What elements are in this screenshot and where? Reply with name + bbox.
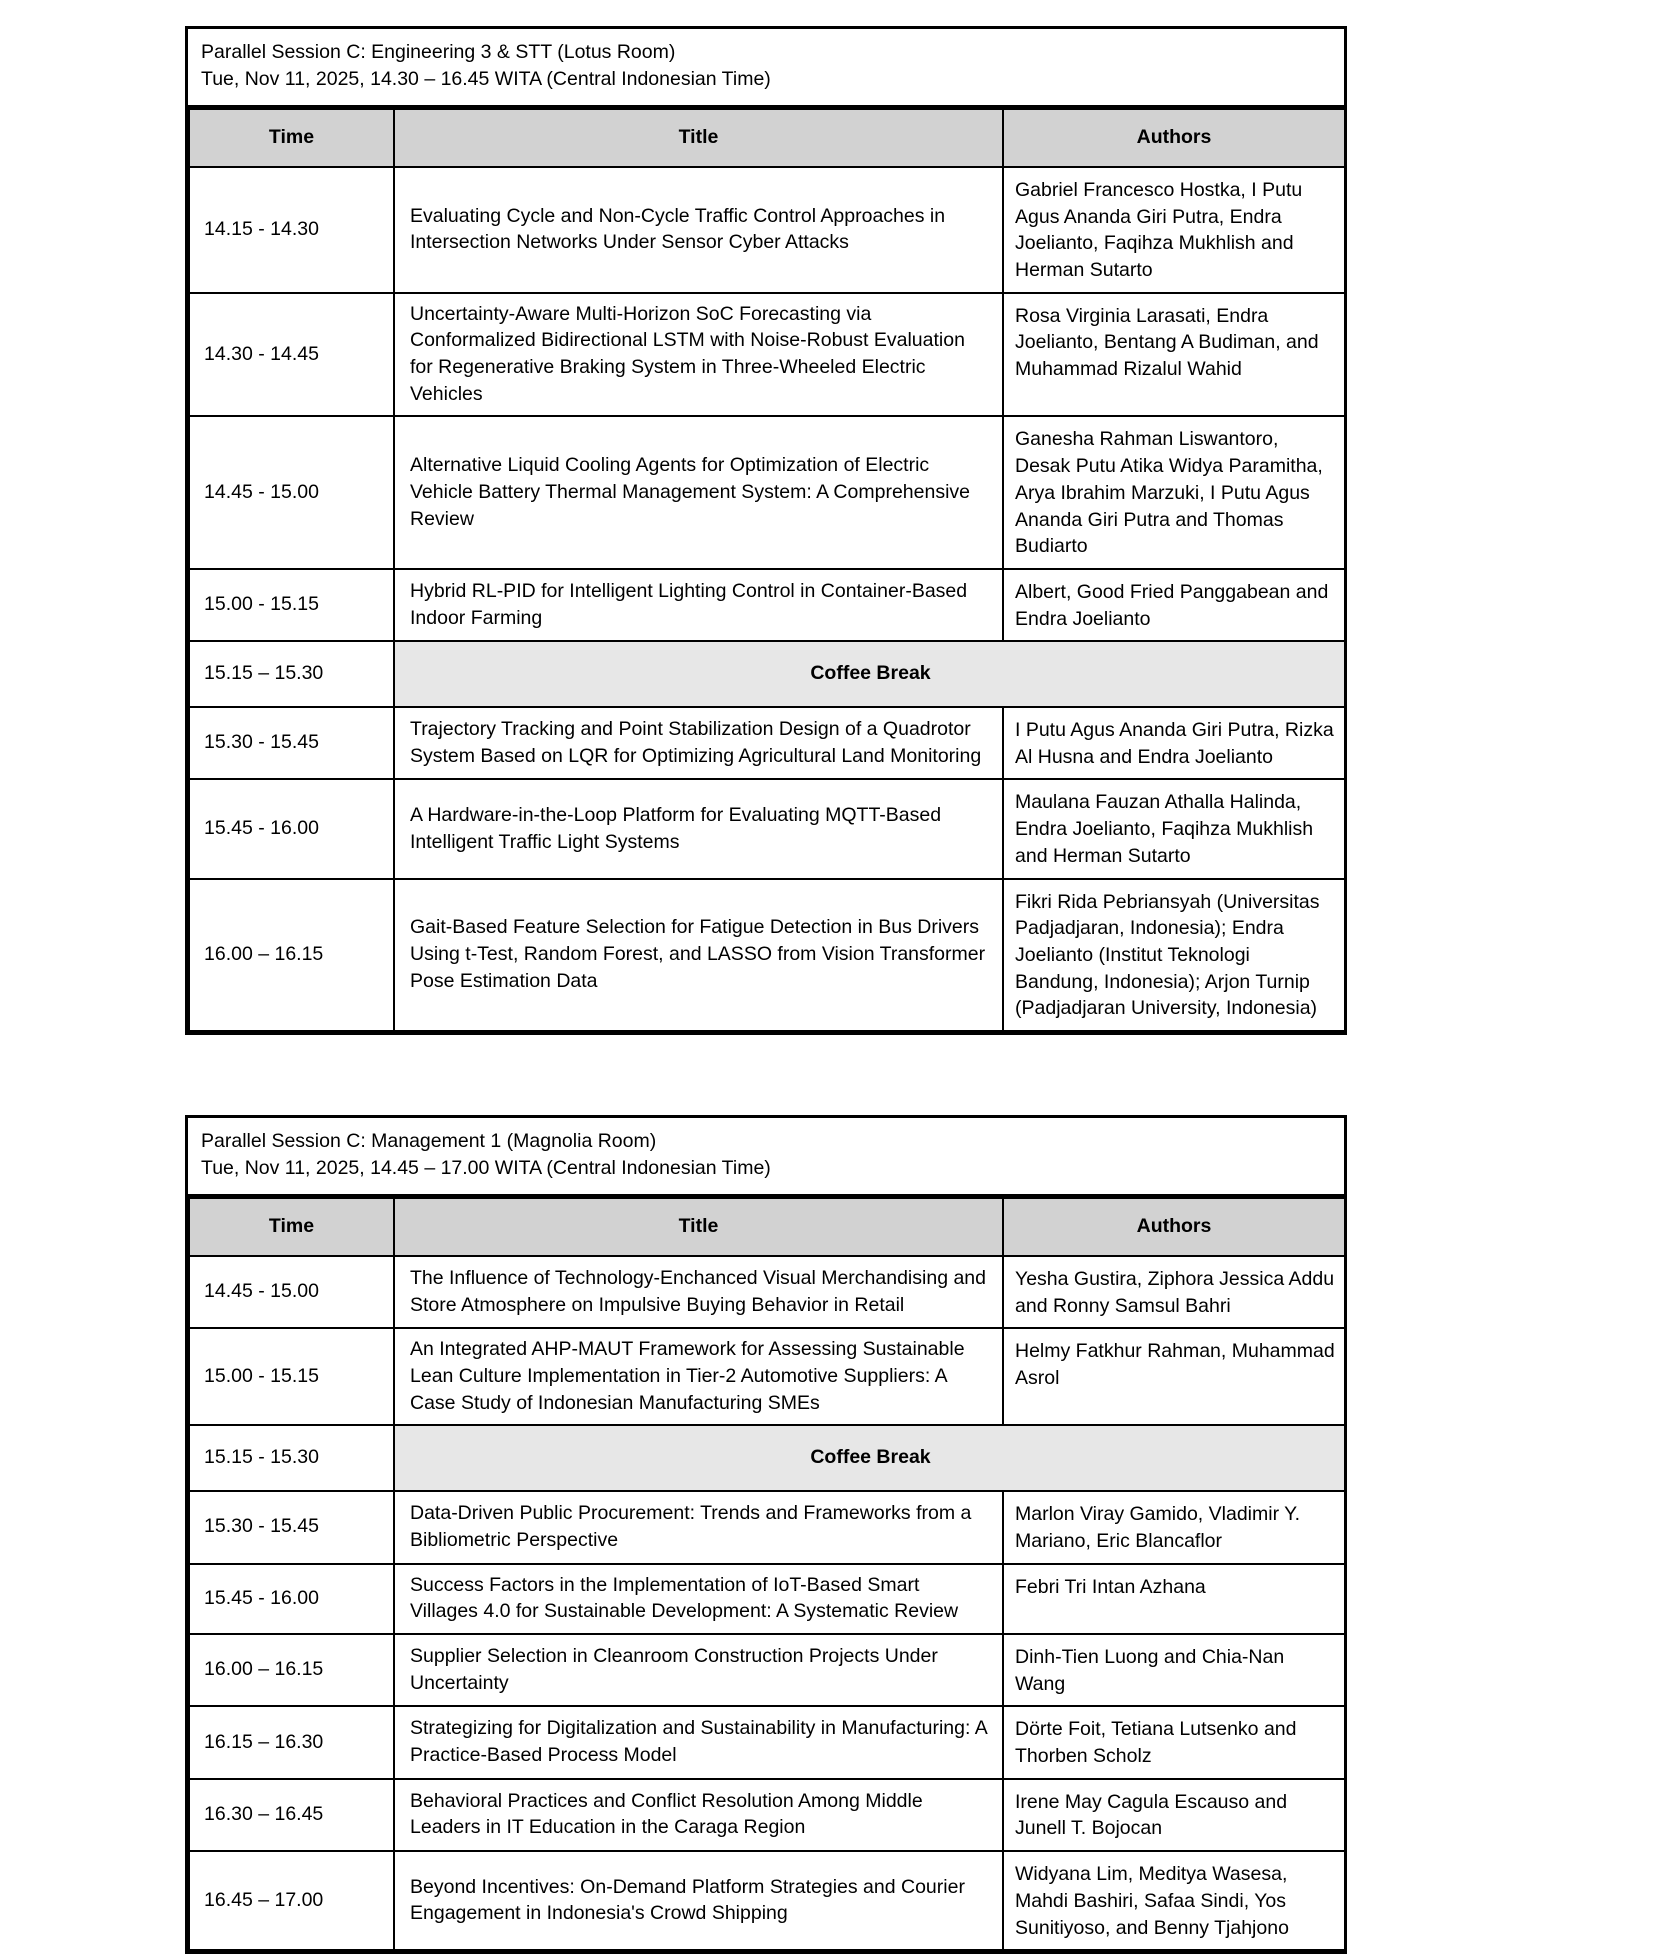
paper-authors: Marlon Viray Gamido, Vladimir Y. Mariano, Eric Blancaflor [1003,1491,1345,1563]
column-header-title: Title [394,109,1003,167]
table-header-row [189,1198,1345,1256]
session-time: 15.00 - 15.15 [189,1328,394,1425]
session-time: 15.30 - 15.45 [189,707,394,779]
session-title: Parallel Session C: Engineering 3 & STT (Lotus Room) [201,41,676,63]
paper-title: The Influence of Technology-Enchanced Visual Merchandising and Store Atmosphere on Impulsive Buying Behavior in Retail [394,1256,1003,1328]
column-header-authors: Authors [1003,109,1345,167]
session-time: 15.15 - 15.30 [189,1425,394,1491]
table-row [189,879,1345,1032]
paper-title: Data-Driven Public Procurement: Trends and Frameworks from a Bibliometric Perspective [394,1491,1003,1563]
paper-title: Alternative Liquid Cooling Agents for Optimization of Electric Vehicle Battery Thermal Management System: A Comprehensive Review [394,416,1003,569]
session-time: 14.30 - 14.45 [189,293,394,417]
table-row [189,569,1345,641]
table-row [189,167,1345,293]
paper-authors: Ganesha Rahman Liswantoro, Desak Putu Atika Widya Paramitha, Arya Ibrahim Marzuki, I Putu Agus Ananda Giri Putra and Thomas Budiarto [1003,416,1345,569]
paper-title: Uncertainty-Aware Multi-Horizon SoC Forecasting via Conformalized Bidirectional LSTM with Noise-Robust Evaluation for Regenerative Braking System in Three-Wheeled Electric Vehicles [394,293,1003,417]
schedule-table [188,1197,1346,1951]
session-time: 16.00 – 16.15 [189,879,394,1032]
paper-authors: Widyana Lim, Meditya Wasesa, Mahdi Bashiri, Safaa Sindi, Yos Sunitiyoso, and Benny Tjahjono [1003,1851,1345,1950]
paper-authors: Gabriel Francesco Hostka, I Putu Agus Ananda Giri Putra, Endra Joelianto, Faqihza Mukhlish and Herman Sutarto [1003,167,1345,293]
session-time: 15.00 - 15.15 [189,569,394,641]
table-header-row [189,109,1345,167]
paper-authors: I Putu Agus Ananda Giri Putra, Rizka Al Husna and Endra Joelianto [1003,707,1345,779]
table-row [189,779,1345,878]
session-header [188,1118,1344,1197]
session-title: Parallel Session C: Management 1 (Magnolia Room) [201,1130,657,1153]
session-block [185,1115,1347,1954]
table-row [189,707,1345,779]
session-time: 15.45 - 16.00 [189,1564,394,1634]
paper-authors: Yesha Gustira, Ziphora Jessica Addu and Ronny Samsul Bahri [1003,1256,1345,1328]
session-time: 14.45 - 15.00 [189,1256,394,1328]
column-header-title: Title [394,1198,1003,1256]
paper-title: Evaluating Cycle and Non-Cycle Traffic Control Approaches in Intersection Networks Under Sensor Cyber Attacks [394,167,1003,293]
schedule-table [188,108,1346,1032]
session-separator [0,1035,1654,1115]
paper-title: An Integrated AHP-MAUT Framework for Assessing Sustainable Lean Culture Implementation in Tier-2 Automotive Suppliers: A Case Study of Indonesian Manufacturing SMEs [394,1328,1003,1425]
table-row [189,293,1345,417]
break-label: Coffee Break [394,1425,1345,1491]
paper-authors: Albert, Good Fried Panggabean and Endra Joelianto [1003,569,1345,641]
session-time: 16.30 – 16.45 [189,1779,394,1851]
paper-title: Success Factors in the Implementation of IoT-Based Smart Villages 4.0 for Sustainable Development: A Systematic Review [394,1564,1003,1634]
table-row [189,416,1345,569]
session-time: 15.30 - 15.45 [189,1491,394,1563]
table-row [189,1634,1345,1706]
paper-authors: Irene May Cagula Escauso and Junell T. Bojocan [1003,1779,1345,1851]
table-row [189,1256,1345,1328]
column-header-time: Time [189,109,394,167]
break-label: Coffee Break [394,641,1345,707]
paper-authors: Febri Tri Intan Azhana [1003,1564,1345,1634]
paper-authors: Rosa Virginia Larasati, Endra Joelianto, Bentang A Budiman, and Muhammad Rizalul Wahid [1003,293,1345,417]
table-row [189,1851,1345,1950]
column-header-time: Time [189,1198,394,1256]
paper-title: Supplier Selection in Cleanroom Construction Projects Under Uncertainty [394,1634,1003,1706]
table-row [189,1779,1345,1851]
session-time: 14.45 - 15.00 [189,416,394,569]
session-time: 16.15 – 16.30 [189,1706,394,1778]
paper-authors: Dinh-Tien Luong and Chia-Nan Wang [1003,1634,1345,1706]
column-header-authors: Authors [1003,1198,1345,1256]
sessions-container [0,26,1654,1954]
paper-title: Strategizing for Digitalization and Sustainability in Manufacturing: A Practice-Based Process Model [394,1706,1003,1778]
session-header [188,29,1344,108]
table-row [189,1328,1345,1425]
paper-title: Behavioral Practices and Conflict Resolution Among Middle Leaders in IT Education in the Caraga Region [394,1779,1003,1851]
table-row [189,1706,1345,1778]
paper-title: Gait-Based Feature Selection for Fatigue Detection in Bus Drivers Using t-Test, Random Forest, and LASSO from Vision Transformer Pose Estimation Data [394,879,1003,1032]
table-row [189,1564,1345,1634]
paper-authors: Dörte Foit, Tetiana Lutsenko and Thorben Scholz [1003,1706,1345,1778]
break-row [189,641,1345,707]
paper-authors: Maulana Fauzan Athalla Halinda, Endra Joelianto, Faqihza Mukhlish and Herman Sutarto [1003,779,1345,878]
table-row [189,1491,1345,1563]
session-time: 16.45 – 17.00 [189,1851,394,1950]
paper-title: Hybrid RL-PID for Intelligent Lighting Control in Container-Based Indoor Farming [394,569,1003,641]
paper-title: Beyond Incentives: On-Demand Platform Strategies and Courier Engagement in Indonesia's Crowd Shipping [394,1851,1003,1950]
session-time: 15.15 – 15.30 [189,641,394,707]
session-time: 14.15 - 14.30 [189,167,394,293]
session-datetime: Tue, Nov 11, 2025, 14.45 – 17.00 WITA (Central Indonesian Time) [201,1157,771,1179]
session-time: 16.00 – 16.15 [189,1634,394,1706]
session-time: 15.45 - 16.00 [189,779,394,878]
paper-authors: Fikri Rida Pebriansyah (Universitas Padjadjaran, Indonesia); Endra Joelianto (Institut Teknologi Bandung, Indonesia); Arjon Turnip (Padjadjaran University, Indonesia) [1003,879,1345,1032]
session-block [185,26,1347,1035]
break-row [189,1425,1345,1491]
paper-title: Trajectory Tracking and Point Stabilization Design of a Quadrotor System Based on LQR for Optimizing Agricultural Land Monitoring [394,707,1003,779]
paper-title: A Hardware-in-the-Loop Platform for Evaluating MQTT-Based Intelligent Traffic Light Systems [394,779,1003,878]
paper-authors: Helmy Fatkhur Rahman, Muhammad Asrol [1003,1328,1345,1425]
session-datetime: Tue, Nov 11, 2025, 14.30 – 16.45 WITA (Central Indonesian Time) [201,67,771,90]
